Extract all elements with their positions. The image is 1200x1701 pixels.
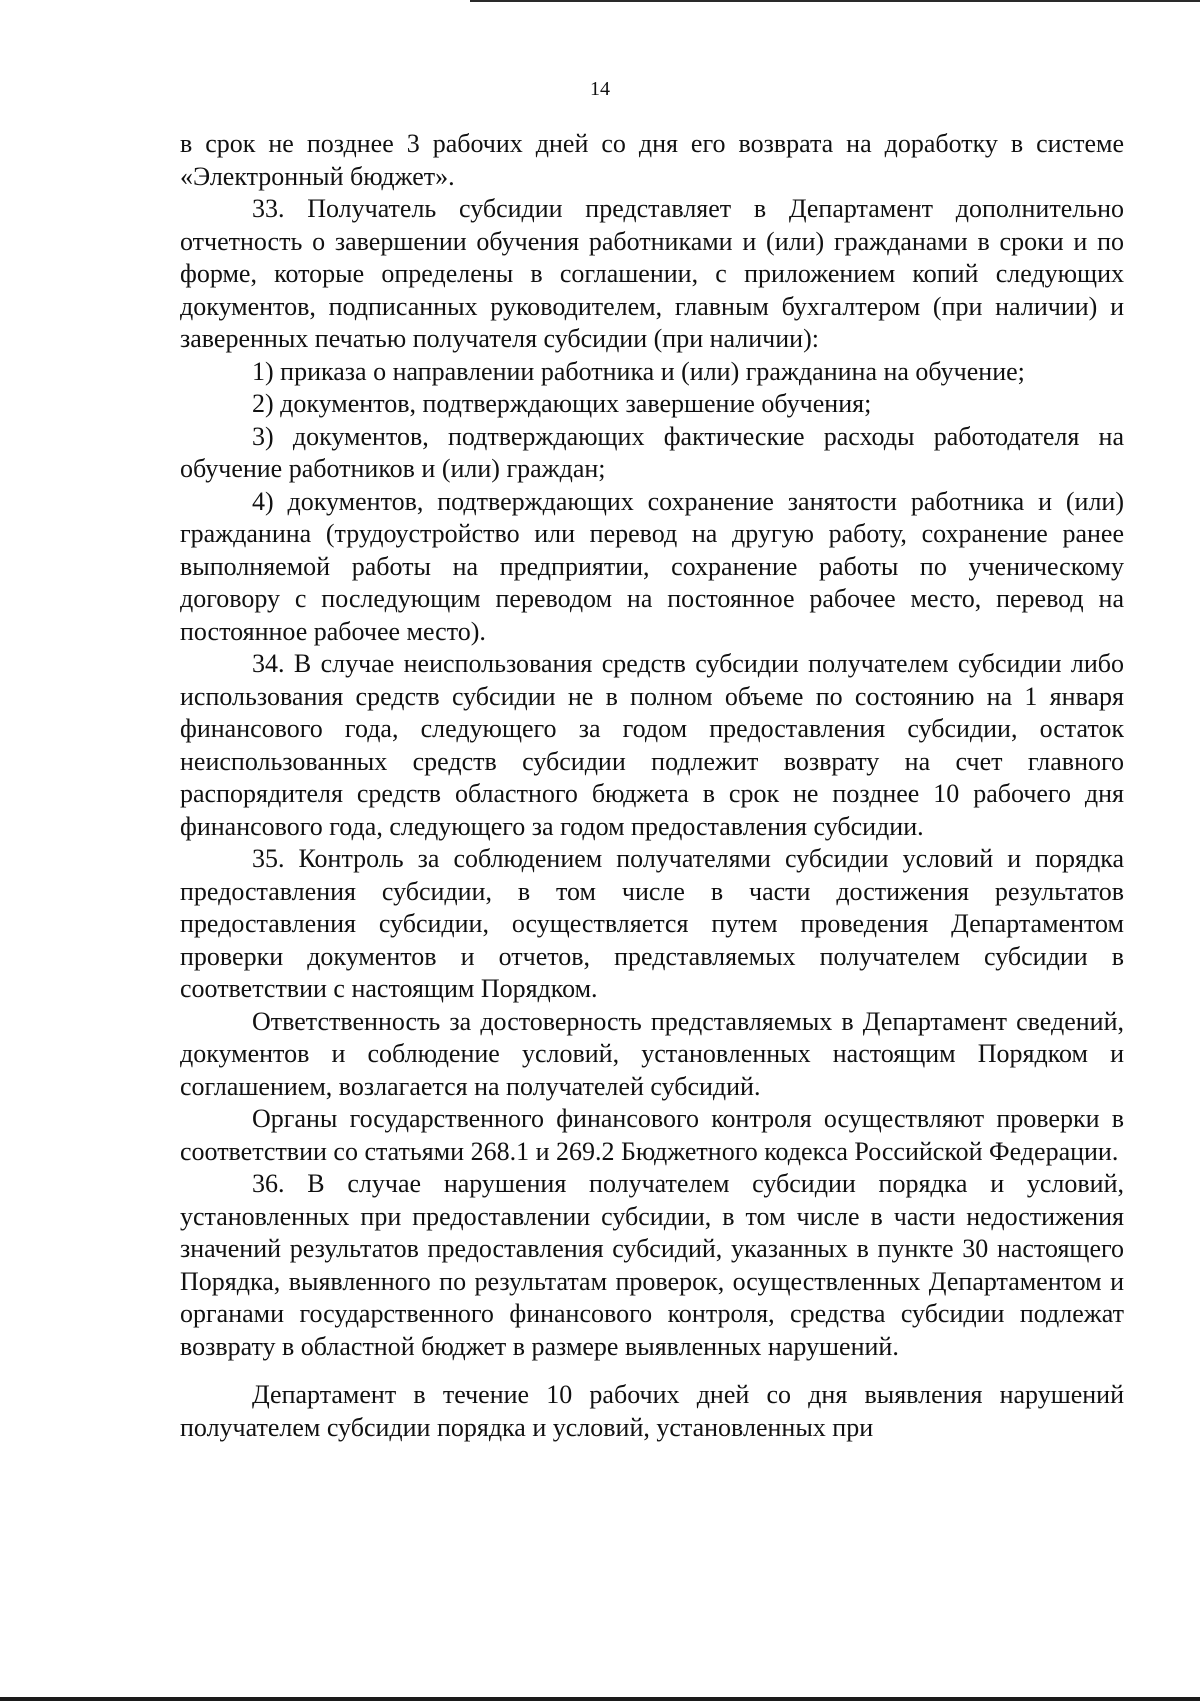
- paragraph-responsibility: Ответственность за достоверность представляемых в Департамент сведений, документов и соблюдение условий, установленных настоящим Порядком и соглашением, возлагается на получателей субсидий.: [180, 1006, 1124, 1101]
- scan-edge-bottom: [0, 1697, 1200, 1701]
- paragraph-item-35: 35. Контроль за соблюдением получателями субсидии условий и порядка предоставления субсидии, в том числе в части достижения результатов предоставления субсидии, осуществляется путем проведения Департаментом проверки документов и отчетов, представляемых получателем субсидии в соответствии с настоящим Порядком.: [180, 844, 1124, 1003]
- document-body: [180, 128, 1124, 1444]
- list-item-2: 2) документов, подтверждающих завершение обучения;: [252, 389, 872, 418]
- list-item-3: 3) документов, подтверждающих фактические расходы работодателя на обучение работников и (или) граждан;: [180, 421, 1124, 483]
- paragraph-control-bodies: Органы государственного финансового контроля осуществляют проверки в соответствии со статьями 268.1 и 269.2 Бюджетного кодекса Российской Федерации.: [180, 1104, 1124, 1166]
- paragraph-department-notice: Департамент в течение 10 рабочих дней со дня выявления нарушений получателем субсидии порядка и условий, установленных при: [180, 1380, 1124, 1442]
- paragraph-item-34: 34. В случае неиспользования средств субсидии получателем субсидии либо использования средств субсидии не в полном объеме по состоянию на 1 января финансового года, следующего за годом предоставления субсидии, остаток неиспользованных средств субсидии подлежит возврату на счет главного распорядителя средств областного бюджета в срок не позднее 10 рабочего дня финансового года, следующего за годом предоставления субсидии.: [180, 649, 1124, 841]
- paragraph-item-36: 36. В случае нарушения получателем субсидии порядка и условий, установленных при предоставлении субсидии, в том числе в части недостижения значений результатов предоставления субсидий, указанных в пункте 30 настоящего Порядка, выявленного по результатам проверок, осуществленных Департаментом и органами государственного финансового контроля, средства субсидии подлежат возврату в областной бюджет в размере выявленных нарушений.: [180, 1169, 1124, 1361]
- scan-edge-top: [470, 0, 1200, 2]
- paragraph-continuation: в срок не позднее 3 рабочих дней со дня его возврата на доработку в системе «Электронный бюджет».: [180, 129, 1124, 191]
- page-number: 14: [590, 78, 610, 100]
- list-item-1: 1) приказа о направлении работника и (или) гражданина на обучение;: [252, 356, 1025, 386]
- paragraph-item-33: 33. Получатель субсидии представляет в Департамент дополнительно отчетность о завершении обучения работниками и (или) гражданами в сроки и по форме, которые определены в соглашении, с приложением копий следующих документов, подписанных руководителем, главным бухгалтером (при наличии) и заверенных печатью получателя субсидии (при наличии):: [180, 194, 1124, 353]
- list-item-4: 4) документов, подтверждающих сохранение занятости работника и (или) гражданина (трудоустройство или перевод на другую работу, сохранение ранее выполняемой работы на предприятии, сохранение работы по ученическому договору с последующим переводом на постоянное рабочее место, перевод на постоянное рабочее место).: [180, 486, 1124, 646]
